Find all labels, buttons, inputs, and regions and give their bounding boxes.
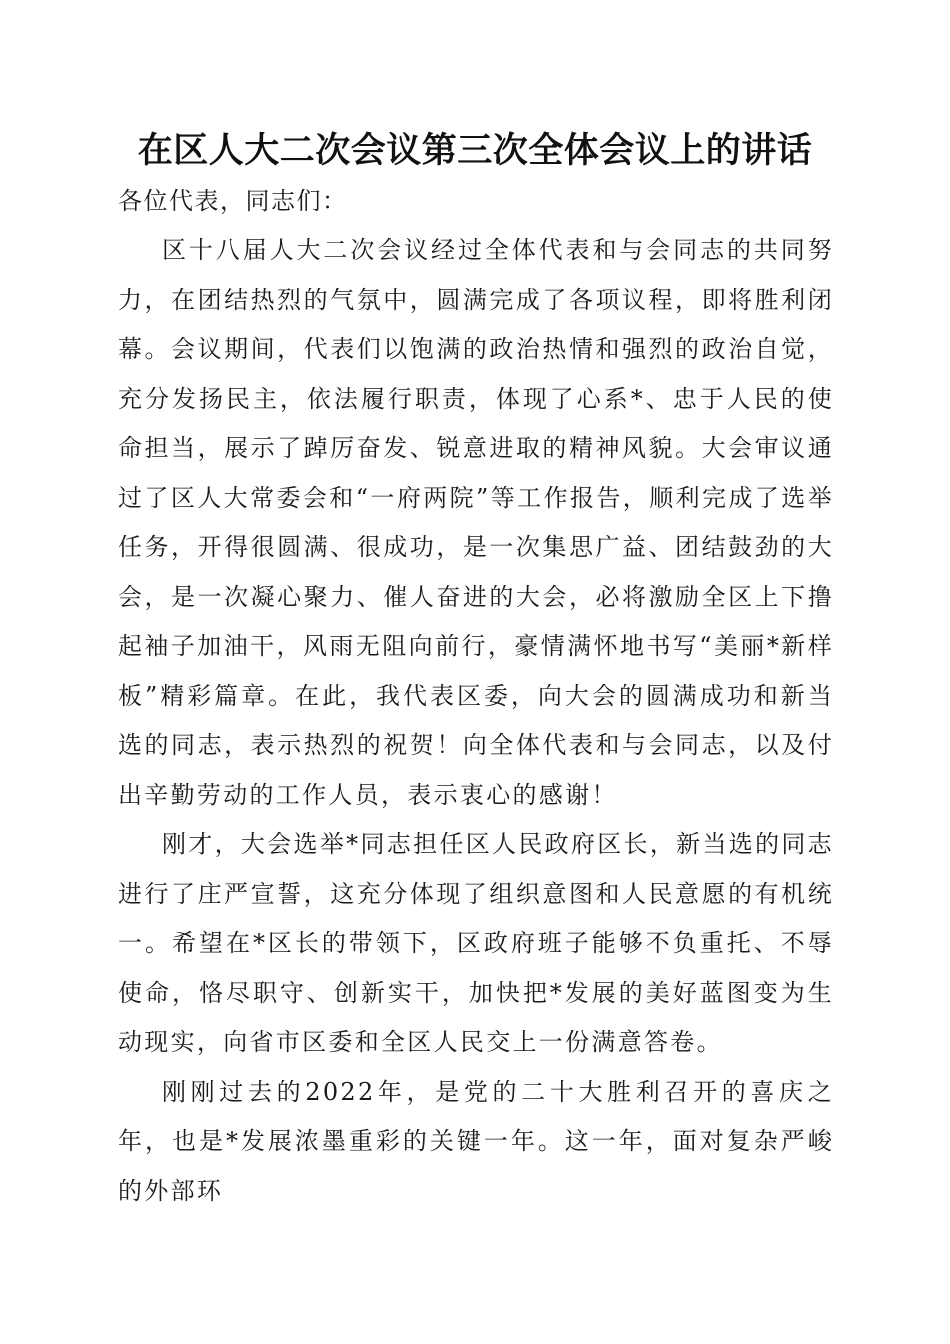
paragraph-3: 刚刚过去的2022年，是党的二十大胜利召开的喜庆之年，也是*发展浓墨重彩的关键一年。这一年，面对复杂严峻的外部环 xyxy=(118,1077,834,1205)
salutation: 各位代表，同志们： xyxy=(118,187,348,215)
paragraph-2: 刚才，大会选举*同志担任区人民政府区长，新当选的同志进行了庄严宣誓，这充分体现了组织意图和人民意愿的有机统一。希望在*区长的带领下，区政府班子能够不负重托、不辱使命，恪尽职守、创新实干，加快把*发展的美好蓝图变为生动现实，向省市区委和全区人民交上一份满意答卷。 xyxy=(118,830,834,1056)
document-body xyxy=(118,226,834,1216)
paragraph-1: 区十八届人大二次会议经过全体代表和与会同志的共同努力，在团结热烈的气氛中，圆满完成了各项议程，即将胜利闭幕。会议期间，代表们以饱满的政治热情和强烈的政治自觉，充分发扬民主，依法履行职责，体现了心系*、忠于人民的使命担当，展示了踔厉奋发、锐意进取的精神风貌。大会审议通过了区人大常委会和“一府两院”等工作报告，顺利完成了选举任务，开得很圆满、很成功，是一次集思广益、团结鼓劲的大会，是一次凝心聚力、催人奋进的大会，必将激励全区上下撸起袖子加油干，风雨无阻向前行，豪情满怀地书写“美丽*新样板”精彩篇章。在此，我代表区委，向大会的圆满成功和新当选的同志，表示热烈的祝贺！向全体代表和与会同志，以及付出辛勤劳动的工作人员，表示衷心的感谢！ xyxy=(118,236,834,809)
document-title: 在区人大二次会议第三次全体会议上的讲话 xyxy=(137,131,813,171)
